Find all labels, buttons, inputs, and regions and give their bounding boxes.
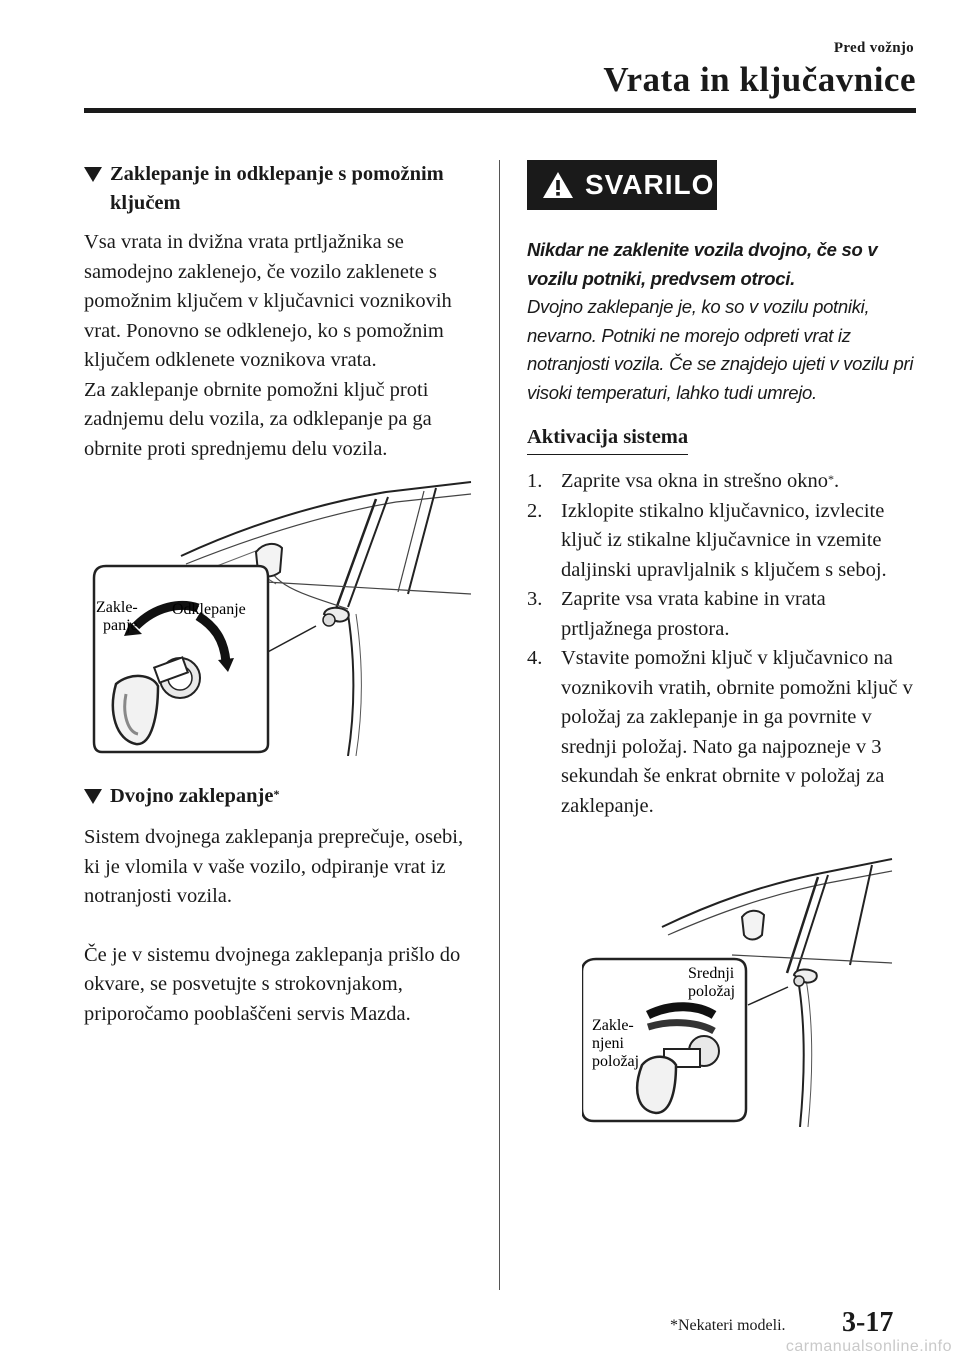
fig2-middle-label-1: Srednji xyxy=(688,965,735,982)
header-rule xyxy=(84,108,916,113)
column-divider xyxy=(499,160,500,1290)
left-column xyxy=(84,160,484,464)
fig2-lock-label-2: njeni xyxy=(592,1035,624,1052)
section-heading-aux-key xyxy=(84,160,484,218)
warning-triangle-icon xyxy=(541,170,575,200)
car-door-illustration xyxy=(86,474,476,756)
fig1-unlock-label: Odklepanje xyxy=(172,601,246,618)
header-section-label: Pred vožnjo xyxy=(833,40,914,56)
car-door-illustration-2 xyxy=(582,855,894,1127)
double-lock-paragraph-2: Če je v sistemu dvojnega zaklepanja prišlo do okvare, se posvetujte s strokovnjakom, priporočamo pooblaščeni servis Mazda. xyxy=(84,943,461,1025)
section-heading-aux-key-text: Zaklepanje in odklepanje s pomožnim ključem xyxy=(110,163,444,214)
triangle-bullet-icon xyxy=(84,789,102,804)
section-heading-double-lock xyxy=(84,782,484,811)
fig2-lock-label-1: Zakle- xyxy=(592,1017,634,1034)
page-title: Vrata in ključavnice xyxy=(603,60,916,99)
warning-badge xyxy=(527,160,717,210)
page-number: 3-17 xyxy=(842,1307,894,1338)
footnote: *Nekateri modeli. xyxy=(670,1317,786,1334)
aux-key-paragraph-1: Vsa vrata in dvižna vrata prtljažnika se samodejno zaklenejo, če vozilo zaklenete s pomožnim ključem v ključavnici voznikovih vrat. Ponovno se odklenejo, ko s pomožnim ključem odklenete voznikova vrata. xyxy=(84,231,452,371)
fig1-lock-label-1: Zakle- xyxy=(96,599,138,616)
warning-label: SVARILO xyxy=(585,169,715,200)
step-item: 1. Zaprite vsa okna in strešno okno*. xyxy=(527,470,840,492)
step-item: 2. Izklopite stikalno ključavnico, izvlecite ključ iz stikalne ključavnice in vzemite daljinski upravljalnik s ključem s seboj. xyxy=(527,499,887,581)
activation-steps xyxy=(527,467,917,821)
subheading-activation: Aktivacija sistema xyxy=(527,423,688,455)
fig2-lock-label-3: položaj xyxy=(592,1053,640,1070)
figure-door-key-lock-unlock xyxy=(86,474,476,761)
double-lock-paragraph-1: Sistem dvojnega zaklepanja preprečuje, osebi, ki je vlomila v vaše vozilo, odpiranje vrat iz notranjosti vozila. xyxy=(84,826,464,907)
step-item: 3. Zaprite vsa vrata kabine in vrata prtljažnega prostora. xyxy=(527,588,826,640)
step-item: 4. Vstavite pomožni ključ v ključavnico na voznikovih vratih, obrnite pomožni ključ v položaj za zaklepanje in ga povrnite v srednji položaj. Nato ga najpozneje v 3 sekundah še enkrat obrnite v položaj za zaklepanje. xyxy=(527,647,913,817)
triangle-bullet-icon xyxy=(84,167,102,182)
fig1-lock-label-2: panje xyxy=(103,617,138,634)
aux-key-paragraph-2: Za zaklepanje obrnite pomožni ključ proti zadnjemu delu vozila, za odklepanje pa ga obrnite proti sprednjemu delu vozila. xyxy=(84,378,432,460)
right-column xyxy=(527,160,917,821)
section-heading-double-lock-text: Dvojno zaklepanje* xyxy=(110,785,280,807)
warning-text: Dvojno zaklepanje je, ko so v vozilu potniki, nevarno. Potniki ne morejo odpreti vrat iz notranjosti vozila. Če se znajdejo ujeti v vozilu pri visoki temperaturi, lahko tudi umrejo. xyxy=(527,296,914,403)
figure-double-lock-key-positions xyxy=(582,855,894,1132)
fig2-middle-label-2: položaj xyxy=(688,983,736,1000)
warning-bold-text: Nikdar ne zaklenite vozila dvojno, če so v vozilu potniki, predvsem otroci. xyxy=(527,239,878,289)
left-column-lower xyxy=(84,782,484,1029)
watermark: carmanualsonline.info xyxy=(785,1338,952,1355)
